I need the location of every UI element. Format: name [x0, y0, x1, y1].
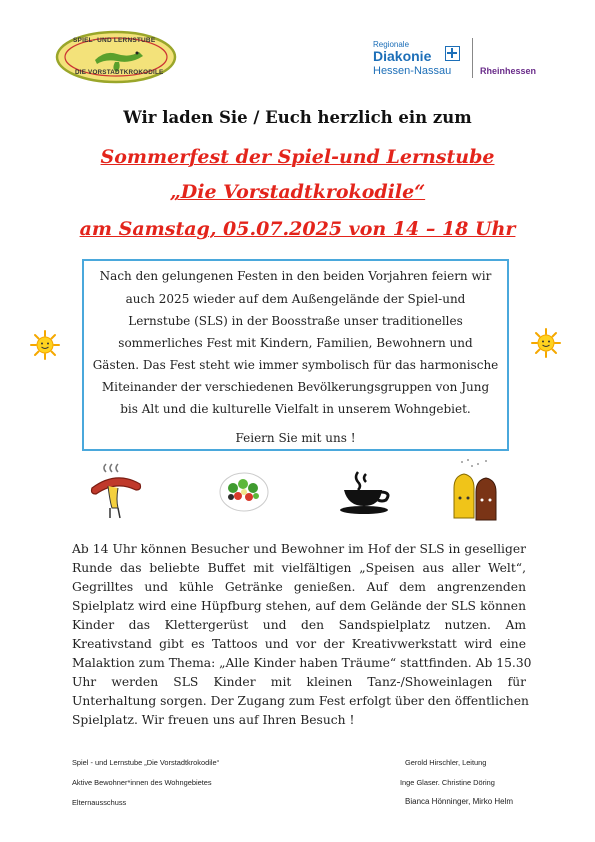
footer-left-line: Spiel - und Lernstube „Die Vorstadtkrokodile“	[72, 758, 220, 767]
footer-right-line: Bianca Hönninger, Mirko Helm	[405, 797, 514, 806]
diakonie-name: Diakonie	[373, 48, 432, 64]
rheinhessen-text: Rheinhessen	[480, 66, 537, 76]
paragraph-line: Runde das beliebte Buffet mit vielfältigen „Speisen aus aller Welt“,	[72, 561, 526, 575]
salt-pepper-icon	[448, 458, 500, 512]
footer-right-line: Inge Glaser. Christine Döring	[400, 778, 495, 787]
footer-right-line: Gerold Hirschler, Leitung	[405, 758, 487, 767]
sausage-icon	[88, 462, 140, 516]
box-line: Gästen. Das Fest steht wie immer symbolisch für das harmonische	[92, 358, 499, 372]
footer-left-line: Elternausschuss	[72, 798, 127, 807]
diakonie-symbol-icon	[445, 46, 460, 61]
invitation-line: Wir laden Sie / Euch herzlich ein zum	[123, 108, 472, 127]
box-line: auch 2025 wieder auf dem Außengelände der Spiel-und	[125, 292, 466, 306]
box-line: Lernstube (SLS) in der Boosstraße unser traditionelles	[128, 314, 463, 328]
paragraph-line: Kinder das Klettergerüst und den Sandspielplatz nutzen. Am	[72, 618, 526, 632]
box-closing: Feiern Sie mit uns !	[235, 431, 356, 445]
paragraph-line: Ab 14 Uhr können Besucher und Bewohner im Hof der SLS in geselliger	[72, 542, 526, 556]
paragraph-line: Malaktion zum Thema: „Alle Kinder haben Träume“ stattfinden. Ab 15.30	[72, 656, 532, 670]
paragraph-line: Kreativstand gibt es Tattoos und vor der Kreativwerkstatt wird eine	[72, 637, 526, 651]
info-box	[82, 259, 509, 451]
footer-left-line: Aktive Bewohner*innen des Wohngebietes	[72, 778, 212, 787]
event-date: am Samstag, 05.07.2025 von 14 – 18 Uhr	[79, 218, 516, 240]
event-subtitle: „Die Vorstadtkrokodile“	[169, 181, 426, 203]
event-title: Sommerfest der Spiel-und Lernstube	[100, 146, 495, 168]
diakonie-region-text: Hessen-Nassau	[373, 65, 452, 77]
diakonie-regional-text: Regionale	[373, 40, 410, 49]
paragraph-line: Spielplatz wird eine Hüpfburg stehen, auf dem Gelände der SLS können	[72, 599, 526, 613]
spiel-und-lernstube-logo	[55, 30, 177, 84]
logo-top-text: SPIEL- UND LERNSTUBE	[73, 37, 156, 44]
logo-separator	[472, 38, 473, 78]
paragraph-line: Gegrilltes und kühle Getränke genießen. Auf dem angrenzenden	[72, 580, 526, 594]
logo-bottom-text: DIE VORSTADTKROKODILE	[75, 69, 164, 76]
paragraph-line: Spielplatz. Wir freuen uns auf Ihren Besuch !	[72, 713, 355, 727]
diakonie-logo	[370, 34, 550, 82]
box-line: Miteinander der verschiedenen Bevölkerungsgruppen von Jung	[101, 380, 490, 394]
sun-icon-left	[30, 330, 60, 360]
paragraph-line: Unterhaltung sorgen. Der Zugang zum Fest erfolgt über den öffentlichen	[72, 694, 529, 708]
coffee-cup-icon	[338, 470, 390, 524]
salad-icon	[218, 470, 270, 524]
box-line: Nach den gelungenen Festen in den beiden Vorjahren feiern wir	[99, 269, 492, 283]
box-line: bis Alt und die kulturelle Vielfalt in unserem Wohngebiet.	[120, 402, 471, 416]
paragraph-line: Uhr werden SLS Kinder mit kleinen Tanz-/Showeinlagen für	[72, 675, 526, 689]
sun-icon-right	[531, 328, 561, 358]
box-line: sommerliches Fest mit Kindern, Familien, Bewohnern und	[118, 336, 473, 350]
